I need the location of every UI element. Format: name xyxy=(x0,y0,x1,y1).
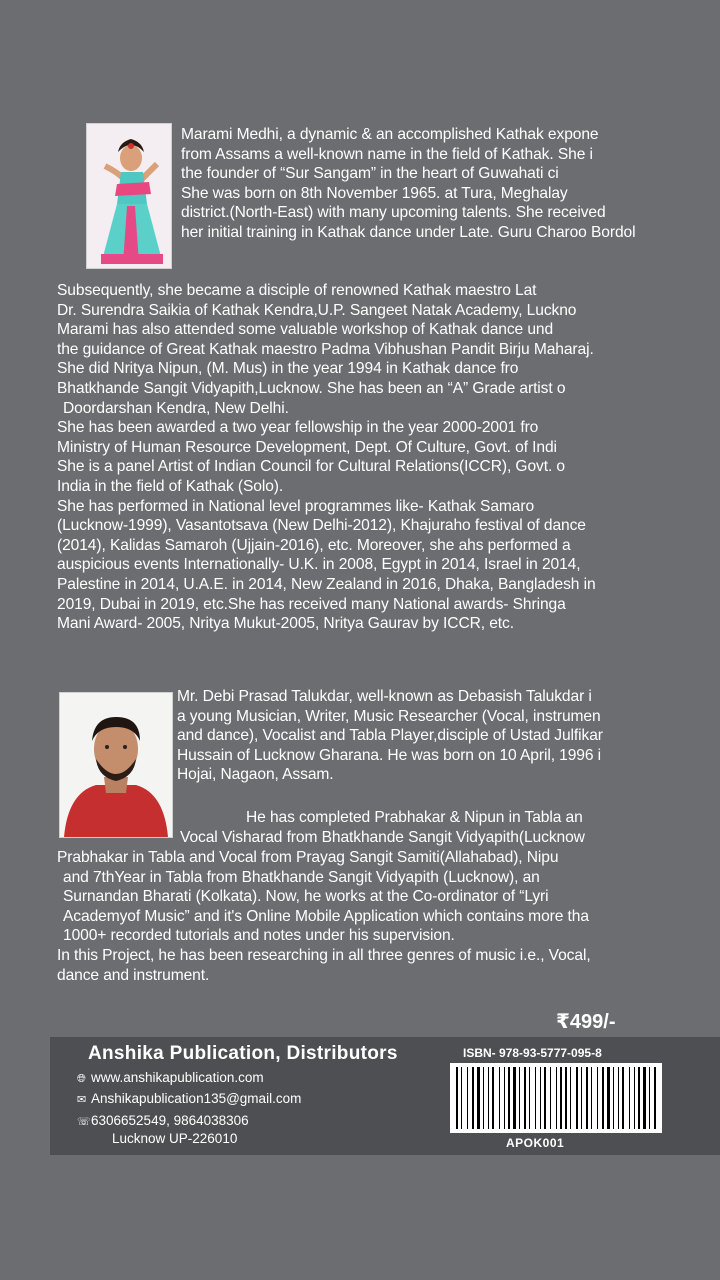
website-text[interactable]: www.anshikapublication.com xyxy=(91,1070,264,1085)
bio2-intro xyxy=(177,687,720,785)
text-line: Mani Award- 2005, Nritya Mukut-2005, Nritya Gaurav by ICCR, etc. xyxy=(57,615,514,633)
barcode-bars xyxy=(450,1063,662,1133)
globe-icon: 🌐︎ xyxy=(77,1073,86,1085)
text-line: She has been awarded a two year fellowship in the year 2000-2001 fro xyxy=(57,419,539,437)
text-line: Dr. Surendra Saikia of Kathak Kendra,U.P. Sangeet Natak Academy, Luckno xyxy=(57,301,577,319)
email-row xyxy=(77,1091,301,1106)
text-line: Vocal Visharad from Bhatkhande Sangit Vidyapith(Lucknow xyxy=(180,828,585,846)
text-line: Bhatkhande Sangit Vidyapith,Lucknow. She has been an “A” Grade artist o xyxy=(57,379,566,397)
text-line: Marami has also attended some valuable workshop of Kathak dance und xyxy=(57,321,554,339)
dancer-photo xyxy=(86,123,172,269)
bio1-body xyxy=(57,281,720,634)
text-line: Hojai, Nagaon, Assam. xyxy=(177,766,334,784)
dancer-illustration xyxy=(87,124,171,268)
text-line: India in the field of Kathak (Solo). xyxy=(57,477,284,495)
text-line: Subsequently, she became a disciple of renowned Kathak maestro Lat xyxy=(57,282,537,299)
text-line: auspicious events Internationally- U.K. in 2008, Egypt in 2014, Israel in 2014, xyxy=(57,556,581,574)
text-line: the guidance of Great Kathak maestro Padma Vibhushan Pandit Birju Maharaj. xyxy=(57,340,594,358)
text-line: Academyof Music” and it's Online Mobile Application which contains more tha xyxy=(63,907,589,925)
publisher-footer xyxy=(50,1037,720,1155)
isbn: ISBN- 978-93-5777-095-8 xyxy=(463,1046,602,1060)
text-line: dance and instrument. xyxy=(57,966,210,984)
text-line: a young Musician, Writer, Music Researcher (Vocal, instrumen xyxy=(177,707,601,725)
text-line: district.(North-East) with many upcoming talents. She received xyxy=(181,204,606,222)
text-line: Hussain of Lucknow Gharana. He was born on 10 April, 1996 i xyxy=(177,746,602,764)
mail-icon: ✉︎ xyxy=(77,1094,87,1106)
text-line: Mr. Debi Prasad Talukdar, well-known as Debasish Talukdar i xyxy=(177,688,592,705)
phone-row xyxy=(77,1113,249,1128)
text-line: In this Project, he has been researching in all three genres of music i.e., Vocal, xyxy=(57,946,591,964)
barcode-code: APOK001 xyxy=(506,1136,565,1150)
text-line: Surnandan Bharati (Kolkata). Now, he works at the Co-ordinator of “Lyri xyxy=(63,888,549,906)
phone-icon: ☏︎ xyxy=(77,1116,91,1128)
bio2-body xyxy=(57,848,720,985)
text-line: Marami Medhi, a dynamic & an accomplished Kathak expone xyxy=(181,126,599,143)
publisher-name: Anshika Publication, Distributors xyxy=(88,1043,398,1064)
barcode xyxy=(450,1063,662,1133)
text-line: She did Nritya Nipun, (M. Mus) in the year 1994 in Kathak dance fro xyxy=(57,360,519,378)
text-line: Prabhakar in Tabla and Vocal from Prayag Sangit Samiti(Allahabad), Nipu xyxy=(57,849,559,866)
text-line: her initial training in Kathak dance under Late. Guru Charoo Bordol xyxy=(181,223,636,241)
text-line: and dance), Vocalist and Tabla Player,disciple of Ustad Julfikar xyxy=(177,727,603,745)
text-line: Palestine in 2014, U.A.E. in 2014, New Zealand in 2016, Dhaka, Bangladesh in xyxy=(57,575,596,593)
website-row xyxy=(77,1070,264,1086)
email-text[interactable]: Anshikapublication135@gmail.com xyxy=(91,1091,302,1106)
text-line: 2019, Dubai in 2019, etc.She has received many National awards- Shringa xyxy=(57,595,566,613)
text-line: from Assams a well-known name in the field of Kathak. She i xyxy=(181,145,593,163)
text-line: She has performed in National level programmes like- Kathak Samaro xyxy=(57,497,535,515)
text-line: She is a panel Artist of Indian Council for Cultural Relations(ICCR), Govt. o xyxy=(57,458,565,476)
musician-illustration xyxy=(60,693,172,837)
bio1-intro xyxy=(181,125,720,243)
text-line: the founder of “Sur Sangam” in the heart of Guwahati ci xyxy=(181,165,559,183)
text-line: 1000+ recorded tutorials and notes under his supervision. xyxy=(63,927,455,945)
text-line: (Lucknow-1999), Vasantotsava (New Delhi-2012), Khajuraho festival of dance xyxy=(57,517,586,535)
text-line: He has completed Prabhakar & Nipun in Tabla an xyxy=(246,809,583,826)
text-line: and 7thYear in Tabla from Bhatkhande Sangit Vidyapith (Lucknow), an xyxy=(63,868,540,886)
text-line: She was born on 8th November 1965. at Tura, Meghalay xyxy=(181,184,568,202)
musician-photo xyxy=(59,692,173,838)
text-line: Ministry of Human Resource Development, Dept. Of Culture, Govt. of Indi xyxy=(57,438,557,456)
bio2-mid xyxy=(180,808,720,847)
address-text: Lucknow UP-226010 xyxy=(112,1131,238,1146)
text-line: (2014), Kalidas Samaroh (Ujjain-2016), etc. Moreover, she ahs performed a xyxy=(57,536,571,554)
address-row xyxy=(112,1131,237,1146)
text-line: Doordarshan Kendra, New Delhi. xyxy=(63,399,289,417)
phone-text: 6306652549, 9864038306 xyxy=(91,1113,249,1128)
price: ₹499/- xyxy=(556,1011,616,1033)
